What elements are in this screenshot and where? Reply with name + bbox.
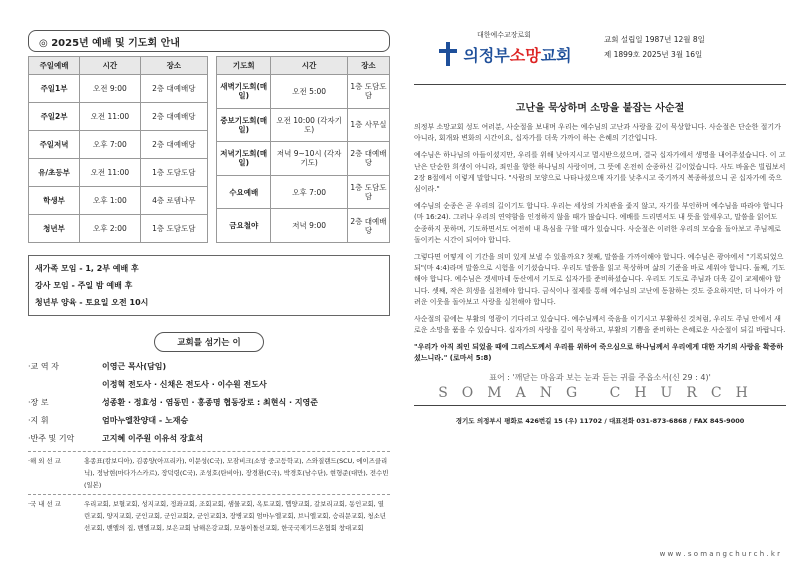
table-row: [217, 108, 390, 142]
table-cell: 2층 대예배당: [140, 75, 207, 103]
table-cell: 1층 도담도담: [140, 215, 207, 243]
table-cell: 오후 1:00: [80, 187, 141, 215]
table-cell: 1층 도담도담: [140, 159, 207, 187]
table-row: [29, 159, 208, 187]
founded-date: 교회 설립일 1987년 12월 8일: [604, 35, 705, 44]
serve-title: 교회를 섬기는 이: [154, 332, 264, 352]
schedule-title: ◎ 2025년 예배 및 기도회 안내: [28, 30, 390, 52]
church-org: 대한예수교장로회: [476, 31, 532, 39]
table-cell: 유/초등부: [29, 159, 80, 187]
table-cell: 저녁기도회(매일): [217, 142, 271, 176]
church-theme: 표어 : '깨닫는 마음과 보는 눈과 듣는 귀를 주옵소서(신 29 : 4)': [489, 373, 711, 383]
church-name-tail: 교회: [540, 45, 572, 65]
table-cell: 오전 10:00 (각자기도): [271, 108, 347, 142]
table-header: 장소: [140, 57, 207, 75]
table-row: [217, 175, 390, 209]
table-header: 장소: [347, 57, 389, 75]
serve-value: 이정혁 전도사 · 신채은 전도사 · 이수원 전도사: [102, 380, 267, 389]
table-row: [29, 103, 208, 131]
table-cell: 주일2부: [29, 103, 80, 131]
table-header: 기도회: [217, 57, 271, 75]
issue-number: 제 1899호 2025년 3월 16일: [604, 50, 703, 59]
somang-church-wordmark: SOMANG CHURCH: [438, 385, 762, 402]
domestic-text: 우리교회, 보혈교회, 성지교회, 정좌교회, 조회교회, 샘물교회, 옥토교회, 헵양교회, 갈보리교회, 동인교회, 열린교회, 양지교회, 군인교회, 군인교회2, 군인교회3, 장병교회 엄마누엘교회, 브니엘교회, 승리문교회, 청소년선교회, 밴엘의 집, 밴엘교회, 보은교회 남해은강교회, 모퉁이돌선교회, 한국국제기드온협회 창대교회: [84, 500, 386, 532]
serve-value: 이영근 목사(담임): [102, 362, 167, 371]
foreign-mission: [28, 455, 390, 491]
serve-label: ·교 역 자: [28, 362, 59, 371]
table-row: [29, 187, 208, 215]
table-cell: 저녁 9:00: [271, 209, 347, 243]
serve-label: ·장 로: [28, 398, 49, 407]
meetings-box: [28, 255, 390, 316]
church-name-red: 소망: [509, 45, 541, 65]
worship-table: [28, 56, 208, 243]
table-row: [217, 75, 390, 109]
website-link[interactable]: w w w . s o m a n g c h u r c h . k r: [659, 550, 780, 558]
table-cell: 2층 대예배당: [347, 209, 389, 243]
church-name-blue: 의정부: [463, 45, 510, 65]
domestic-label: ·국 내 선 교: [28, 500, 61, 508]
table-cell: 저녁 9~10시 (각자기도): [271, 142, 347, 176]
table-cell: 1층 도담도담: [347, 75, 389, 109]
table-cell: 2층 대예배당: [140, 131, 207, 159]
table-header: 주일예배: [29, 57, 80, 75]
foreign-label: ·해 외 선 교: [28, 457, 61, 465]
prayer-table: [216, 56, 390, 243]
table-cell: 청년부: [29, 215, 80, 243]
church-address: 경기도 의정부시 평화로 426번길 15 (우) 11702 / 대표전화 031-873-6868 / FAX 845-9000: [455, 417, 745, 426]
table-cell: 중보기도회(매일): [217, 108, 271, 142]
serve-label: ·반주 및 기악: [28, 434, 75, 443]
paragraph: 의정부 소망교회 성도 여러분, 사순절을 보내며 우리는 예수님의 고난과 사랑을 깊이 묵상합니다. 사순절은 단순한 절기가 아니라, 회개와 변화의 시간이요, 십자가를 더욱 가까이 하는 은혜의 기간입니다.: [414, 123, 781, 143]
table-row: [29, 75, 208, 103]
table-cell: 수요예배: [217, 175, 271, 209]
table-row: [29, 131, 208, 159]
table-row: [217, 142, 390, 176]
serve-row: [28, 430, 390, 448]
table-cell: 학생부: [29, 187, 80, 215]
serve-label: ·지 휘: [28, 416, 49, 425]
serve-row: [28, 376, 390, 394]
table-cell: 오후 7:00: [80, 131, 141, 159]
meeting-item: 청년부 양육 - 토요일 오전 10시: [35, 298, 149, 307]
table-cell: 오전 9:00: [80, 75, 141, 103]
meeting-item: 강사 모임 - 주일 밤 예배 후: [35, 281, 133, 290]
table-cell: 오후 2:00: [80, 215, 141, 243]
table-row: [217, 209, 390, 243]
left-panel: [28, 30, 390, 534]
church-logo: [414, 30, 594, 66]
foreign-text: 홍종표(캄보디아), 김종양(아프리카), 이문성(C국), 모잠비크(소망 중고등학교), 스와질랜드(SCU, 에이즈클리닉), 정남현(마다가스카르), 장덕령(C국), 조성호(탄비아), 장경환(C국), 박경호(남수단), 현형준(대만), 전수빈(일본): [84, 457, 389, 489]
table-header: 시간: [80, 57, 141, 75]
meeting-item: 새가족 모임 - 1, 2부 예배 후: [35, 264, 139, 273]
paragraph: 그렇다면 어떻게 이 기간을 의미 있게 보낼 수 있을까요? 첫째, 말씀을 가까이해야 합니다. 예수님은 광야에서 "기록되었으되"(마 4:4)라며 말씀으로 시험을 이기셨습니다. 우리도 말씀을 읽고 묵상하며 삶의 기준을 바로 세워야 합니다. 둘째, 기도해야 합니다. 예수님은 겟세마네 동산에서 기도로 십자가를 준비하셨습니다. 우리도 기도로 주님과 더욱 깊이 교제해야 합니다. 셋째, 작은 희생을 실천해야 합니다. 금식이나 절제를 통해 예수님의 고난에 동참하는 것도 중요하지만, 더 나아가 어려운 이웃을 돌아보고 사랑을 실천해야 합니다.: [414, 253, 786, 306]
scripture-quote: "우리가 아직 죄인 되었을 때에 그리스도께서 우리를 위하여 죽으심으로 하나님께서 우리에게 대한 자기의 사랑을 확증하셨느니라." (로마서 5:8): [414, 343, 784, 363]
table-cell: 주일저녁: [29, 131, 80, 159]
table-cell: 2층 대예배당: [347, 142, 389, 176]
table-row: [29, 215, 208, 243]
table-cell: 오전 11:00: [80, 159, 141, 187]
paragraph: 사순절의 끝에는 부활의 영광이 기다리고 있습니다. 예수님께서 죽음을 이기시고 부활하신 것처럼, 우리도 주님 안에서 새로운 소망을 품을 수 있습니다. 십자가의 사랑을 깊이 묵상하고, 부활의 기쁨을 준비하는 은혜로운 사순절이 되길 바랍니다.: [414, 315, 786, 335]
table-cell: 1층 사무실: [347, 108, 389, 142]
serve-value: 고지혜 이주원 이유석 장효석: [102, 434, 204, 443]
serve-row: [28, 394, 390, 412]
serve-value: 성종환 · 정효성 · 염동민 · 홍종명 협동장로 : 최현식 · 지영준: [102, 398, 319, 407]
serve-value: 엄마누엘찬양대 - 노재승: [102, 416, 189, 425]
table-cell: 오후 7:00: [271, 175, 347, 209]
serve-row: [28, 358, 390, 376]
table-header: 시간: [271, 57, 347, 75]
right-panel: [414, 30, 786, 425]
sermon-title: 고난을 묵상하며 소망을 붙잡는 사순절: [515, 103, 685, 114]
table-cell: 1층 도담도담: [347, 175, 389, 209]
table-cell: 오전 5:00: [271, 75, 347, 109]
table-cell: 오전 11:00: [80, 103, 141, 131]
paragraph: 예수님의 순종은 곧 우리의 길이기도 합니다. 우리는 세상의 가치관을 좇지 않고, 자기를 부인하며 예수님을 따라야 합니다(마 16:24). 그러나 우리의 연약함을 인정하지 않을 때가 많습니다. 예배를 드리면서도 내 뜻을 앞세우고, 말씀을 읽어도 순종하지 못하며, 기도하면서도 여전히 내 욕심을 구할 때가 있습니다. 사순절은 이러한 우리의 모습을 돌아보고 주님께로 돌이키는 시간이 되어야 합니다.: [414, 202, 784, 244]
cross-icon: [436, 42, 460, 66]
table-cell: 금요철야: [217, 209, 271, 243]
domestic-mission: [28, 498, 390, 534]
table-cell: 4층 로뎀나무: [140, 187, 207, 215]
table-cell: 새벽기도회(매일): [217, 75, 271, 109]
serve-row: [28, 412, 390, 430]
serve-list: [28, 358, 390, 448]
table-cell: 주일1부: [29, 75, 80, 103]
table-cell: 2층 대예배당: [140, 103, 207, 131]
paragraph: 예수님은 하나님의 아들이셨지만, 우리를 위해 낮아지시고 멸시받으셨으며, 결국 십자가에서 생명을 내어주셨습니다. 이 고난은 단순한 희생이 아니라, 죄인을 향한 하나님의 사랑이며, 그 뜻에 온전히 순종하신 길이었습니다. 사도 바울은 빌립보서 2장 8절에서 이렇게 말합니다. "사람의 모양으로 나타나셨으매 자기를 낮추시고 죽기까지 복종하셨으니 곧 십자가에 죽으심이라.": [414, 151, 786, 194]
